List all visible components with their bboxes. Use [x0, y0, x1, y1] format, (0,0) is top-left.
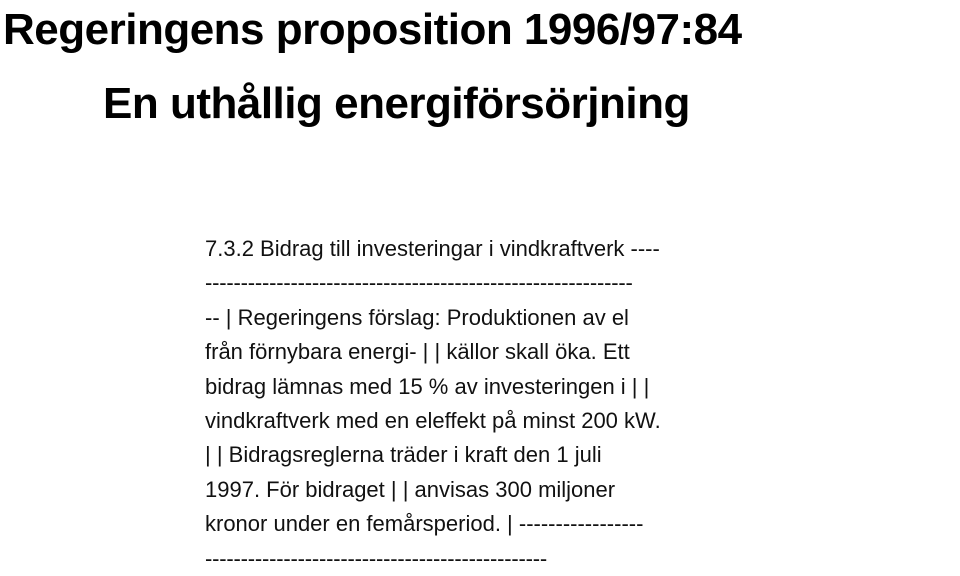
- body-line-5: bidrag lämnas med 15 % av investeringen i | |: [205, 373, 650, 399]
- body-text: [205, 232, 945, 576]
- body-line-8: 1997. För bidraget | | anvisas 300 miljoner: [205, 476, 616, 502]
- title-line-2: En uthållig energiförsörjning: [103, 79, 690, 128]
- body-line-1: 7.3.2 Bidrag till investeringar i vindkraftverk ----: [205, 236, 660, 261]
- body-line-6: vindkraftverk med en eleffekt på minst 200 kW.: [205, 407, 661, 433]
- title-line-1: Regeringens proposition 1996/97:84: [3, 5, 742, 54]
- body-line-7: | | Bidragsreglerna träder i kraft den 1 juli: [205, 442, 602, 468]
- body-line-9: kronor under en femårsperiod. | -----------------: [205, 511, 644, 537]
- body-line-4: från förnybara energi- | | källor skall öka. Ett: [205, 339, 630, 365]
- body-line-2: ------------------------------------------------------------: [205, 270, 633, 296]
- body-line-3: -- | Regeringens förslag: Produktionen av el: [205, 304, 629, 330]
- body-line-10: ------------------------------------------------: [205, 545, 548, 571]
